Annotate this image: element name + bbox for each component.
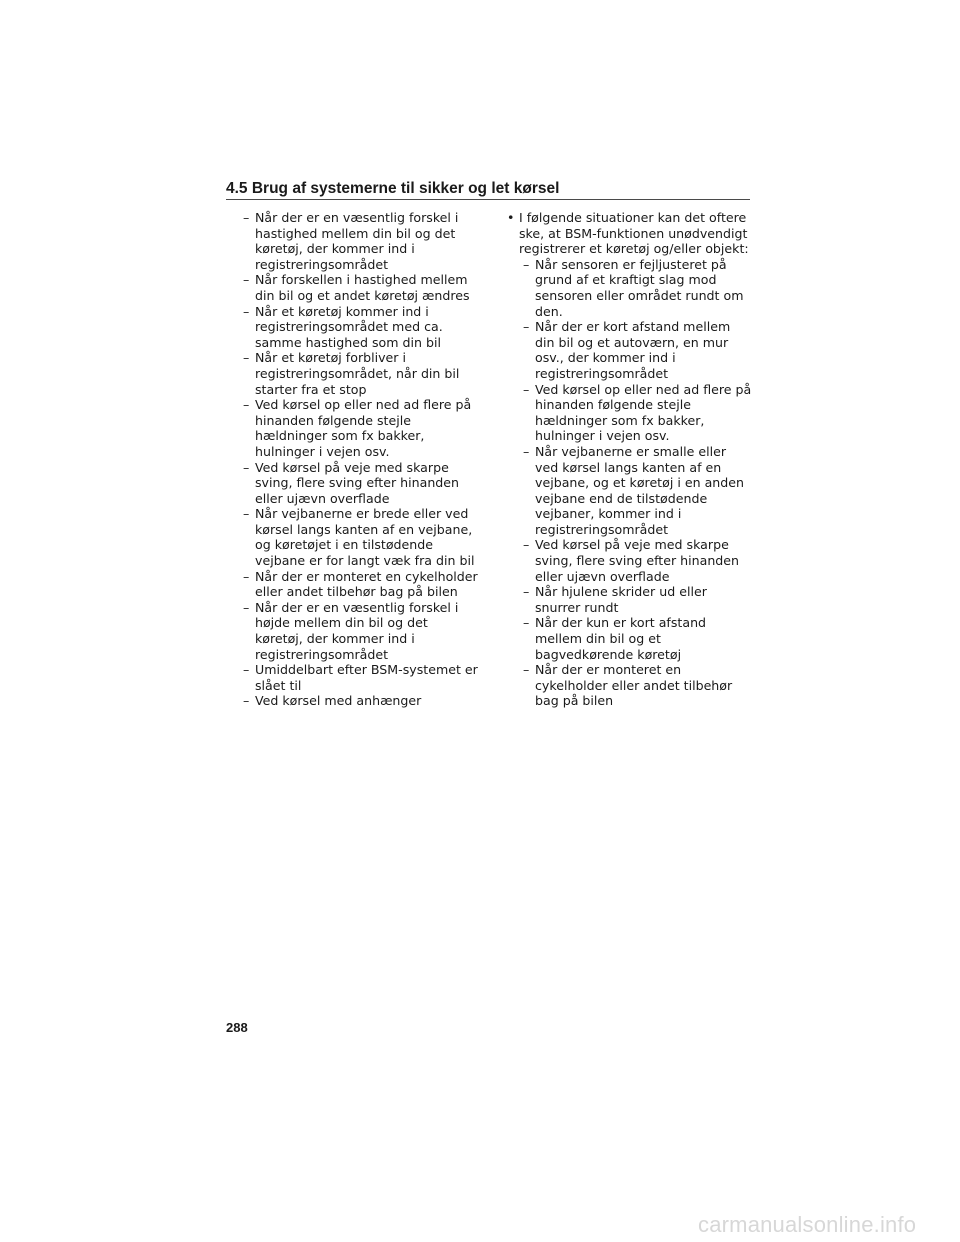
sub-list bbox=[507, 257, 752, 709]
bullet-marker: • bbox=[507, 210, 515, 225]
dash-marker: – bbox=[523, 662, 530, 678]
dash-marker: – bbox=[243, 662, 250, 678]
list-item-text: Når vejbanerne er brede eller ved kørsel langs kanten af en vejbane, og køretøjet i en tilstødende vejbane er for langt væk fra din bil bbox=[255, 506, 475, 569]
dash-marker: – bbox=[243, 568, 250, 584]
list-item bbox=[243, 350, 478, 397]
list-item bbox=[243, 600, 478, 662]
dash-marker: – bbox=[523, 256, 530, 272]
list-item-text: Når et køretøj forbliver i registreringsområdet, når din bil starter fra et stop bbox=[255, 350, 460, 397]
list-item bbox=[507, 662, 752, 709]
list-item-text: Umiddelbart efter BSM-systemet er slået til bbox=[255, 662, 478, 693]
dash-marker: – bbox=[243, 210, 250, 225]
list-item bbox=[243, 397, 478, 459]
list-item bbox=[507, 257, 752, 319]
dash-marker: – bbox=[243, 506, 250, 522]
header-divider bbox=[226, 199, 750, 200]
list-item-text: Ved kørsel på veje med skarpe sving, flere sving efter hinanden eller ujævn overflade bbox=[535, 537, 740, 584]
list-item bbox=[507, 444, 752, 538]
list-item bbox=[243, 569, 478, 600]
bullet-intro bbox=[507, 210, 752, 257]
list-item-text: Når der er kort afstand mellem din bil og et autoværn, en mur osv., der kommer ind i registreringsområdet bbox=[535, 319, 731, 381]
list-item bbox=[243, 506, 478, 568]
dash-marker: – bbox=[523, 319, 530, 335]
list-item-text: Når der er en væsentlig forskel i højde mellem din bil og det køretøj, der kommer ind i registreringsområdet bbox=[255, 599, 459, 662]
list-item bbox=[243, 210, 478, 272]
dash-marker: – bbox=[523, 584, 530, 600]
left-column bbox=[243, 210, 478, 709]
dash-marker: – bbox=[243, 693, 250, 709]
list-item bbox=[507, 537, 752, 584]
list-item bbox=[243, 304, 478, 351]
list-item-text: Ved kørsel med anhænger bbox=[255, 693, 422, 709]
list-item-text: Når der er monteret en cykelholder eller andet tilbehør bag på bilen bbox=[535, 662, 733, 709]
list-item-text: Ved kørsel på veje med skarpe sving, flere sving efter hinanden eller ujævn overflade bbox=[255, 459, 460, 506]
list-item-text: Når et køretøj kommer ind i registreringsområdet med ca. samme hastighed som din bil bbox=[255, 303, 443, 350]
list-item bbox=[243, 693, 478, 709]
section-header: 4.5 Brug af systemerne til sikker og let kørsel bbox=[226, 180, 560, 197]
list-item bbox=[507, 382, 752, 444]
dash-marker: – bbox=[523, 615, 530, 631]
dash-marker: – bbox=[523, 381, 530, 397]
list-item bbox=[507, 584, 752, 615]
dash-marker: – bbox=[243, 459, 250, 475]
list-item-text: Når der kun er kort afstand mellem din bil og et bagvedkørende køretøj bbox=[535, 615, 707, 662]
list-item-text: Når hjulene skrider ud eller snurrer rundt bbox=[535, 584, 707, 615]
list-item-text: Ved kørsel op eller ned ad flere på hinanden følgende stejle hældninger som fx bakker, hulninger i vejen osv. bbox=[255, 397, 472, 459]
bullet-intro-text: I følgende situationer kan det oftere ske, at BSM-funktionen unødvendigt registrerer et køretøj og/eller objekt: bbox=[519, 210, 749, 257]
dash-marker: – bbox=[523, 537, 530, 553]
watermark: carmanualsonline.info bbox=[698, 1212, 917, 1237]
list-item bbox=[507, 615, 752, 662]
list-item bbox=[243, 460, 478, 507]
list-item bbox=[243, 272, 478, 303]
list-item-text: Ved kørsel op eller ned ad flere på hinanden følgende stejle hældninger som fx bakker, hulninger i vejen osv. bbox=[535, 381, 752, 444]
list-item-text: Når vejbanerne er smalle eller ved kørsel langs kanten af en vejbane, og et køretøj i en anden vejbane end de tilstødende vejbaner, kommer ind i registreringsområdet bbox=[535, 443, 744, 537]
list-item bbox=[243, 662, 478, 693]
dash-marker: – bbox=[243, 599, 250, 615]
list-item-text: Når forskellen i hastighed mellem din bil og et andet køretøj ændres bbox=[255, 272, 470, 303]
list-item-text: Når sensoren er fejljusteret på grund af et kraftigt slag mod sensoren eller området rundt om den. bbox=[535, 256, 744, 319]
right-column bbox=[507, 210, 752, 709]
dash-marker: – bbox=[243, 397, 250, 413]
dash-marker: – bbox=[523, 443, 530, 459]
dash-marker: – bbox=[243, 350, 250, 366]
dash-marker: – bbox=[243, 272, 250, 288]
dash-marker: – bbox=[243, 303, 250, 319]
list-item bbox=[507, 319, 752, 381]
list-item-text: Når der er monteret en cykelholder eller andet tilbehør bag på bilen bbox=[255, 568, 478, 600]
list-item-text: Når der er en væsentlig forskel i hastighed mellem din bil og det køretøj, der kommer ind i registreringsområdet bbox=[255, 210, 459, 272]
page-number: 288 bbox=[226, 1020, 248, 1035]
